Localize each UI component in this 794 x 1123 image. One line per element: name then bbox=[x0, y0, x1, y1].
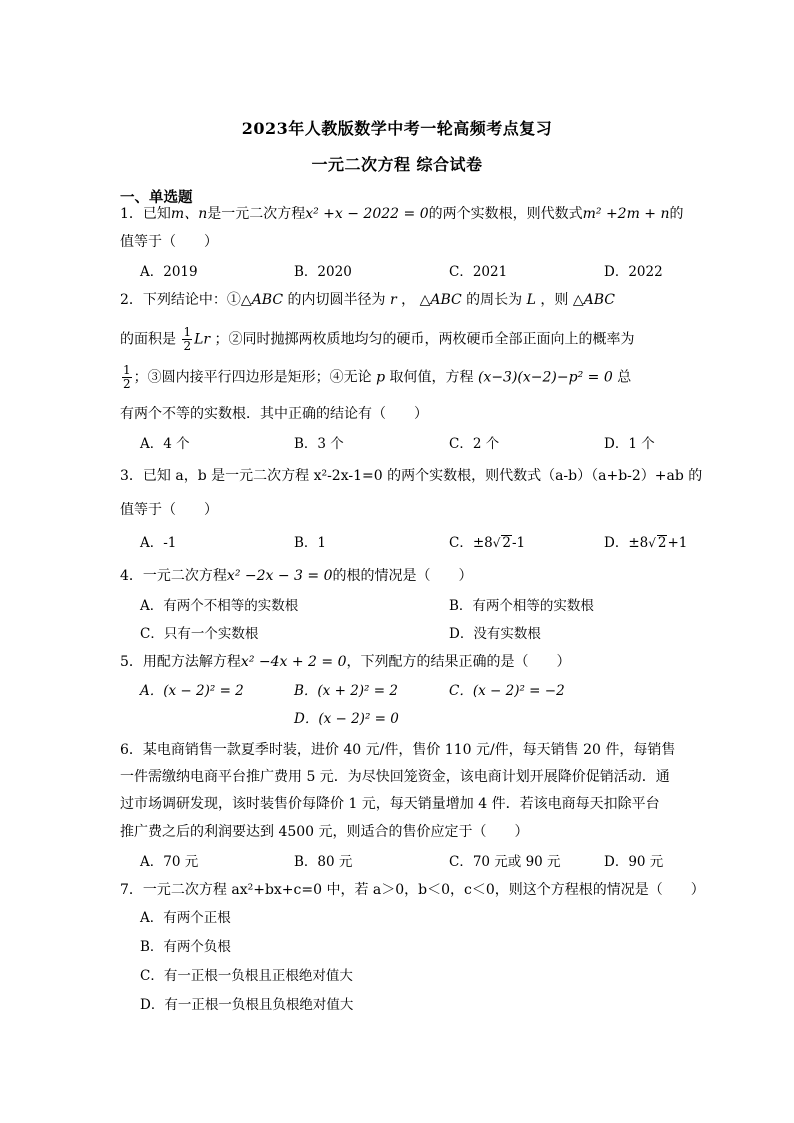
section-heading: 一、单选题 bbox=[120, 189, 193, 206]
q3-option-a[interactable]: A．-1 bbox=[140, 535, 177, 551]
q1-stem-cont: 值等于（ ） bbox=[120, 234, 218, 250]
q1-option-a[interactable]: A．2019 bbox=[140, 264, 198, 280]
q2-option-b[interactable]: B．3 个 bbox=[294, 436, 344, 452]
q3-stem: 3．已知 a，b 是一元二次方程 x²-2x-1=0 的两个实数根，则代数式（a-b）（a+b-2）+ab 的 bbox=[120, 468, 703, 484]
q7-option-d[interactable]: D．有一正根一负根且负根绝对值大 bbox=[140, 997, 354, 1013]
q1-stem: 1．已知m、n是一元二次方程x² +x − 2022 = 0的两个实数根，则代数式m² +2m + n的 bbox=[120, 206, 684, 222]
q6-option-c[interactable]: C．70 元或 90 元 bbox=[449, 854, 561, 870]
q6-option-a[interactable]: A．70 元 bbox=[140, 854, 199, 870]
q5-option-a[interactable]: A．(x − 2)² = 2 bbox=[140, 683, 244, 699]
q6-stem-line1: 6．某电商销售一款夏季时装，进价 40 元/件，售价 110 元/件，每天销售 20 件，每销售 bbox=[120, 742, 676, 758]
q4-option-b[interactable]: B．有两个相等的实数根 bbox=[449, 598, 594, 614]
q6-stem-line2: 一件需缴纳电商平台推广费用 5 元．为尽快回笼资金，该电商计划开展降价促销活动．通 bbox=[120, 769, 670, 785]
q4-option-c[interactable]: C．只有一个实数根 bbox=[140, 626, 259, 642]
q5-option-d[interactable]: D．(x − 2)² = 0 bbox=[294, 711, 399, 727]
q3-option-d[interactable]: D．±8√ 2+1 bbox=[604, 535, 688, 551]
q5-option-c[interactable]: C．(x − 2)² = −2 bbox=[449, 683, 565, 699]
q1-option-b[interactable]: B．2020 bbox=[294, 264, 352, 280]
q7-option-b[interactable]: B．有两个负根 bbox=[140, 939, 231, 955]
q7-stem: 7．一元二次方程 ax²+bx+c=0 中，若 a＞0，b＜0，c＜0，则这个方程根的情况是（ ） bbox=[120, 882, 705, 898]
q2-option-d[interactable]: D．1 个 bbox=[604, 436, 655, 452]
q7-option-a[interactable]: A．有两个正根 bbox=[140, 910, 231, 926]
q2-stem-line4: 有两个不等的实数根．其中正确的结论有（ ） bbox=[120, 406, 428, 422]
q6-stem-line4: 推广费之后的利润要达到 4500 元，则适合的售价应定于（ ） bbox=[120, 824, 529, 840]
q2-stem-line2: 的面积是 $\frac{1}{2}$ Lr ；②同时抛掷两枚质地均匀的硬币，两枚硬币全部正面向上的概率为 bbox=[120, 325, 635, 353]
q2-fraction-probability: $\frac{1}{2}$ bbox=[123, 363, 131, 391]
q6-stem-line3: 过市场调研发现，该时装售价每降价 1 元，每天销量增加 4 件．若该电商每天扣除平台 bbox=[120, 796, 660, 812]
q2-option-c[interactable]: C．2 个 bbox=[449, 436, 500, 452]
q3-stem-cont: 值等于（ ） bbox=[120, 502, 218, 518]
q4-stem: 4．一元二次方程x² −2x − 3 = 0的根的情况是（ ） bbox=[120, 568, 473, 584]
q5-stem: 5．用配方法解方程x² −4x + 2 = 0，下列配方的结果正确的是（ ） bbox=[120, 654, 571, 670]
q2-fraction-half: $\frac{1}{2}$ bbox=[183, 325, 192, 353]
q1-option-d[interactable]: D．2022 bbox=[604, 264, 663, 280]
q4-option-d[interactable]: D．没有实数根 bbox=[449, 626, 541, 642]
q3-option-b[interactable]: B．1 bbox=[294, 535, 327, 551]
q2-option-a[interactable]: A．4 个 bbox=[140, 436, 190, 452]
q4-option-a[interactable]: A．有两个不相等的实数根 bbox=[140, 598, 299, 614]
q7-option-c[interactable]: C．有一正根一负根且正根绝对值大 bbox=[140, 968, 353, 984]
q5-option-b[interactable]: B．(x + 2)² = 2 bbox=[294, 683, 398, 699]
q1-option-c[interactable]: C．2021 bbox=[449, 264, 508, 280]
page-title: 2023年人教版数学中考一轮高频考点复习 bbox=[241, 119, 553, 138]
q6-option-d[interactable]: D．90 元 bbox=[604, 854, 664, 870]
q2-stem-line1: 2．下列结论中：①△ABC 的内切圆半径为 r ， △ABC 的周长为 L ，则 △ABC bbox=[120, 292, 615, 308]
q2-stem-line3: $\frac{1}{2}$ ；③圆内接平行四边形是矩形；④无论 p 取何值，方程 (x−3)(x−2)−p² = 0 总 bbox=[123, 363, 632, 391]
page-subtitle: 一元二次方程 综合试卷 bbox=[311, 155, 483, 174]
q6-option-b[interactable]: B．80 元 bbox=[294, 854, 353, 870]
q3-option-c[interactable]: C．±8√ 2-1 bbox=[449, 535, 526, 551]
